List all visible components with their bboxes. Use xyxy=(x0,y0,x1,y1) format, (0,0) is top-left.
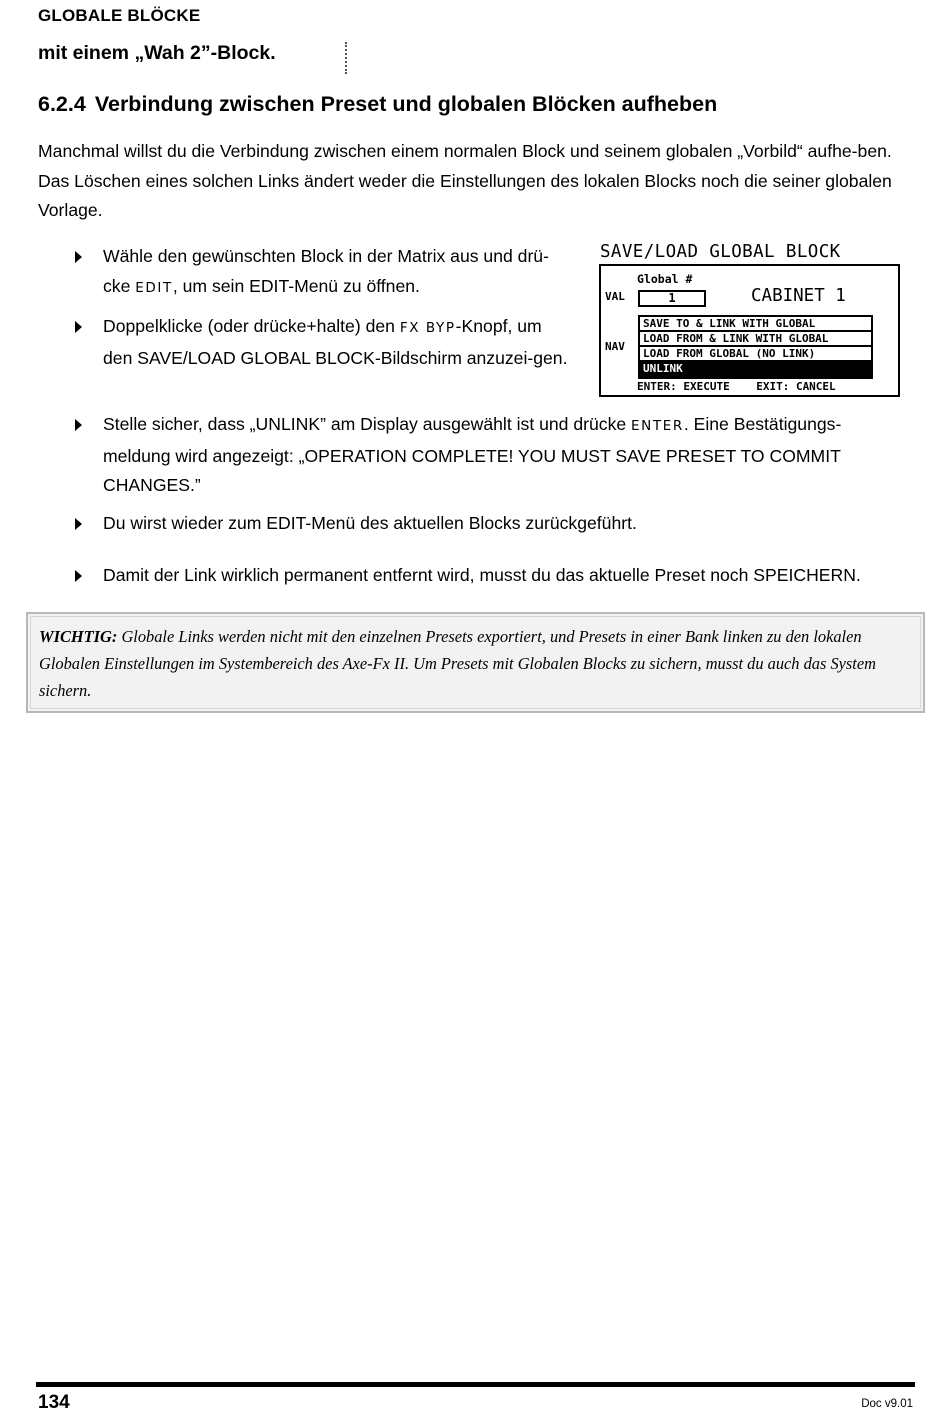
lcd-screenshot xyxy=(598,240,900,400)
section-number: 6.2.4 xyxy=(38,92,86,116)
lcd-menu-item-selected: UNLINK xyxy=(640,362,871,377)
step-text-part: Wähle den gewünschten Block in der Matrix aus und drü-cke xyxy=(103,246,549,296)
key-label-edit: EDIT xyxy=(135,279,173,296)
step-text xyxy=(103,312,573,373)
key-label-fx-byp: FX BYP xyxy=(399,320,456,336)
step-text: Damit der Link wirklich permanent entfernt wird, musst du das aktuelle Preset noch SPEICHERN. xyxy=(103,565,861,585)
note-text xyxy=(39,623,914,704)
lcd-menu xyxy=(638,315,873,379)
doc-version: Doc v9.01 xyxy=(861,1398,913,1410)
step-text-part: Doppelklicke (oder drücke+halte) den xyxy=(103,316,400,336)
lcd-menu-item: LOAD FROM & LINK WITH GLOBAL xyxy=(640,332,871,347)
lcd-footer: ENTER: EXECUTE EXIT: CANCEL xyxy=(637,380,836,393)
step-text: Du wirst wieder zum EDIT-Menü des aktuellen Blocks zurückgeführt. xyxy=(103,513,637,533)
note-body: Globale Links werden nicht mit den einzelnen Presets exportiert, und Presets in einer Bank linken zu den lokalen Globalen Einstellungen im Systembereich des Axe-Fx II. Um Presets mit Globalen Blocks zu sichern, musst du auch das System sichern. xyxy=(39,627,876,700)
step-text xyxy=(103,410,893,501)
step-text-part: . Eine Bestätigungs-meldung wird angezeigt: „OPERATION COMPLETE! YOU MUST SAVE PRESET TO COMMIT CHANGES.” xyxy=(103,414,842,495)
lcd-frame xyxy=(599,264,900,397)
section-heading xyxy=(38,92,717,117)
intro-paragraph: Manchmal willst du die Verbindung zwischen einem normalen Block und seinem globalen „Vorbild“ aufhe-ben. Das Löschen eines solchen Links ändert weder die Einstellungen des lokalen Blocks noch die seiner globalen Vorlage. xyxy=(38,141,892,220)
bullet-arrow-icon xyxy=(75,570,82,582)
footer-rule xyxy=(36,1382,915,1387)
lcd-global-label: Global # xyxy=(637,272,693,286)
step-text xyxy=(103,242,573,303)
lcd-val-label: VAL xyxy=(605,290,625,303)
note-label: WICHTIG: xyxy=(39,627,118,646)
lcd-title: SAVE/LOAD GLOBAL BLOCK xyxy=(600,242,841,262)
dotted-divider xyxy=(345,42,347,74)
lcd-nav-label: NAV xyxy=(605,340,625,353)
section-title: Verbindung zwischen Preset und globalen Blöcken aufheben xyxy=(94,92,718,116)
bullet-arrow-icon xyxy=(75,419,82,431)
bullet-arrow-icon xyxy=(75,518,82,530)
key-label-enter: ENTER xyxy=(631,418,684,434)
bullet-arrow-icon xyxy=(75,321,82,333)
carry-over-text: mit einem „Wah 2”-Block. xyxy=(38,42,276,64)
step-text-part: Stelle sicher, dass „UNLINK” am Display ausgewählt ist und drücke xyxy=(103,414,632,434)
page-number: 134 xyxy=(38,1392,70,1411)
lcd-menu-item: LOAD FROM GLOBAL (NO LINK) xyxy=(640,347,871,362)
running-header: GLOBALE BLÖCKE xyxy=(38,6,201,25)
lcd-global-number: 1 xyxy=(638,290,706,307)
step-text-part: , um sein EDIT-Menü zu öffnen. xyxy=(172,275,420,296)
important-note-box xyxy=(26,612,925,713)
lcd-block-name: CABINET 1 xyxy=(751,286,846,306)
bullet-arrow-icon xyxy=(75,251,82,263)
lcd-menu-item: SAVE TO & LINK WITH GLOBAL xyxy=(640,317,871,332)
step-text-part: -Knopf, um den SAVE/LOAD GLOBAL BLOCK-Bildschirm anzuzei-gen. xyxy=(103,316,568,368)
